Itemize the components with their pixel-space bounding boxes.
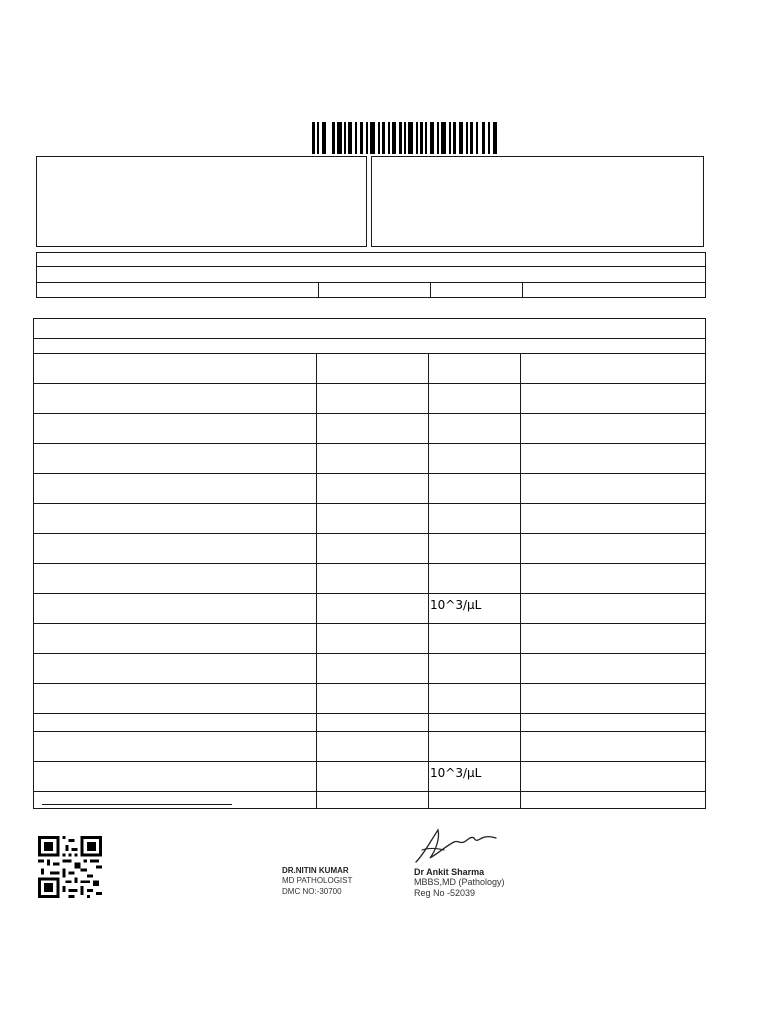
signature-block-nitin-kumar [282, 866, 402, 900]
table-row-divider [33, 413, 706, 414]
signatory-registration: DMC NO:-30700 [282, 887, 342, 896]
table-row-divider [33, 383, 706, 384]
unit-cell: 10^3/µL [430, 766, 482, 780]
test-header-table [36, 252, 706, 298]
table-row-divider [33, 683, 706, 684]
test-header-divider [36, 282, 706, 283]
table-row-divider [33, 761, 706, 762]
table-row-divider [33, 653, 706, 654]
table-row-divider [33, 503, 706, 504]
signatory-registration: Reg No -52039 [414, 888, 476, 898]
unit-cell: 10^3/µL [430, 598, 482, 612]
results-column-divider [316, 353, 317, 809]
table-row-divider [33, 623, 706, 624]
results-column-divider [520, 353, 521, 809]
signature-block-ankit-sharma [414, 867, 534, 901]
table-row-divider [33, 713, 706, 714]
table-row-divider [33, 563, 706, 564]
handwritten-signature-icon [410, 824, 500, 868]
signatory-name: DR.NITIN KUMAR [282, 866, 349, 875]
table-row-divider [33, 443, 706, 444]
results-column-divider [428, 353, 429, 809]
test-header-column-divider [522, 282, 523, 298]
test-header-column-divider [318, 282, 319, 298]
barcode-icon [312, 122, 498, 154]
signatory-name: Dr Ankit Sharma [414, 867, 485, 877]
results-table-title-divider [33, 338, 706, 339]
table-row-divider [33, 533, 706, 534]
test-header-column-divider [430, 282, 431, 298]
table-row-divider [33, 473, 706, 474]
signatory-qualification: MD PATHOLOGIST [282, 876, 353, 885]
patient-info-box [36, 156, 367, 247]
table-row-divider [33, 731, 706, 732]
test-header-divider [36, 266, 706, 267]
sample-info-box [371, 156, 704, 247]
table-row-divider [33, 593, 706, 594]
results-table-subtitle-divider [33, 353, 706, 354]
signatory-qualification: MBBS,MD (Pathology) [414, 877, 505, 887]
table-row-divider [33, 791, 706, 792]
footnote-rule [42, 804, 232, 805]
qr-code-icon [38, 836, 102, 898]
